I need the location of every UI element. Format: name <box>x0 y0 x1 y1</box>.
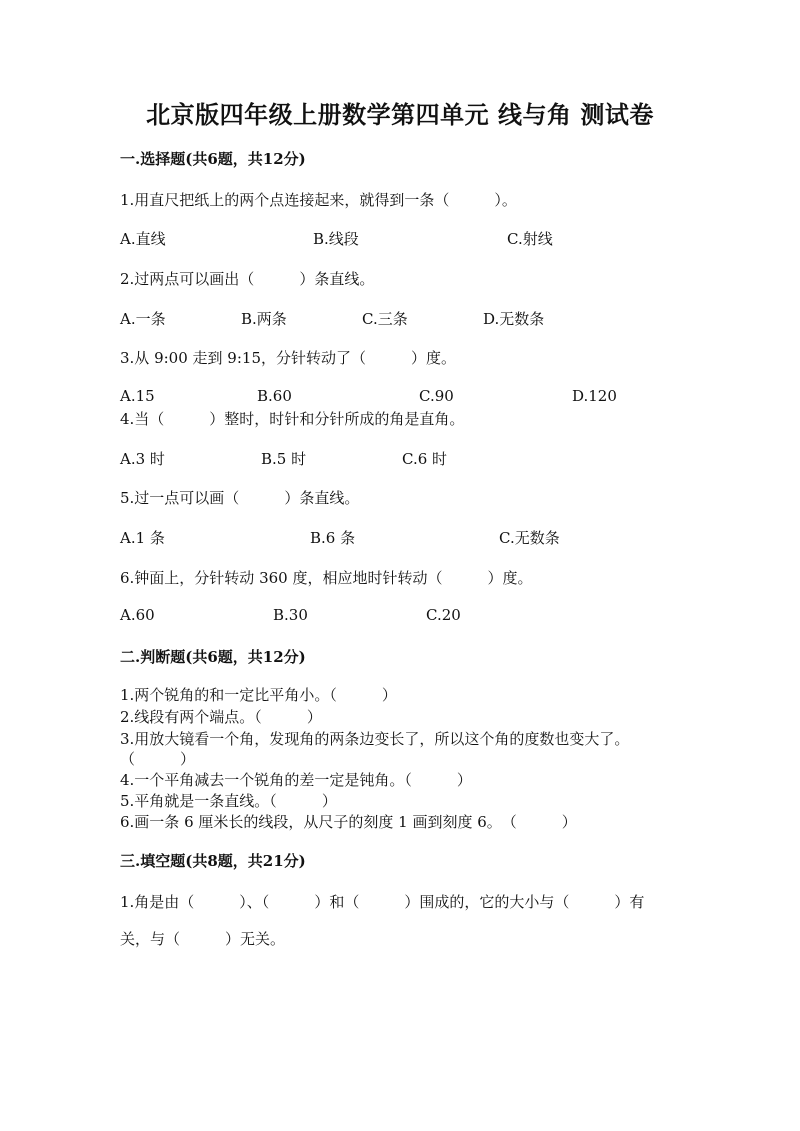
judge-item: 2.线段有两个端点。（ ） <box>120 708 322 726</box>
judge-item: 3.用放大镜看一个角，发现角的两条边变长了，所以这个角的度数也变大了。 <box>120 730 630 748</box>
section-heading-judge: 二.判断题(共6题，共12分) <box>120 648 306 666</box>
option-a: A.1 条 <box>120 529 165 547</box>
option-c: C.20 <box>426 606 461 624</box>
option-a: A.3 时 <box>120 450 165 468</box>
option-c: C.三条 <box>362 310 408 328</box>
option-c: C.射线 <box>507 230 553 248</box>
judge-item: 6.画一条 6 厘米长的线段，从尺子的刻度 1 画到刻度 6。 （ ） <box>120 813 577 831</box>
question-stem: 2.过两点可以画出（ ）条直线。 <box>120 270 375 288</box>
option-c: C.6 时 <box>402 450 448 468</box>
question-stem: 5.过一点可以画（ ）条直线。 <box>120 489 360 507</box>
option-c: C.90 <box>419 387 454 405</box>
fill-item: 1.角是由（ ）、（ ）和（ ）围成的，它的大小与（ ）有 <box>120 893 645 911</box>
judge-item: 1.两个锐角的和一定比平角小。（ ） <box>120 686 397 704</box>
option-a: A.60 <box>120 606 155 624</box>
section-heading-choice: 一.选择题(共6题，共12分) <box>120 150 306 168</box>
option-b: B.6 条 <box>310 529 356 547</box>
option-a: A.直线 <box>120 230 166 248</box>
judge-item-continued: （ ） <box>120 750 196 768</box>
option-d: D.120 <box>572 387 617 405</box>
option-b: B.30 <box>273 606 308 624</box>
option-d: D.无数条 <box>483 310 545 328</box>
page-title: 北京版四年级上册数学第四单元 线与角 测试卷 <box>146 100 654 129</box>
option-a: A.一条 <box>120 310 166 328</box>
option-b: B.线段 <box>313 230 359 248</box>
judge-item: 5.平角就是一条直线。（ ） <box>120 792 337 810</box>
option-a: A.15 <box>120 387 155 405</box>
fill-item-continued: 关，与（ ）无关。 <box>120 930 286 948</box>
option-b: B.60 <box>257 387 292 405</box>
section-heading-fill: 三.填空题(共8题，共21分) <box>120 852 306 870</box>
question-stem: 3.从 9:00 走到 9:15，分针转动了（ ）度。 <box>120 349 456 367</box>
judge-item: 4.一个平角减去一个锐角的差一定是钝角。（ ） <box>120 771 472 789</box>
question-stem: 4.当（ ）整时，时针和分针所成的角是直角。 <box>120 410 465 428</box>
question-stem: 6.钟面上，分针转动 360 度，相应地时针转动（ ）度。 <box>120 569 533 587</box>
option-b: B.两条 <box>241 310 287 328</box>
option-c: C.无数条 <box>499 529 560 547</box>
question-stem: 1.用直尺把纸上的两个点连接起来，就得到一条（ ）。 <box>120 191 517 209</box>
option-b: B.5 时 <box>261 450 307 468</box>
